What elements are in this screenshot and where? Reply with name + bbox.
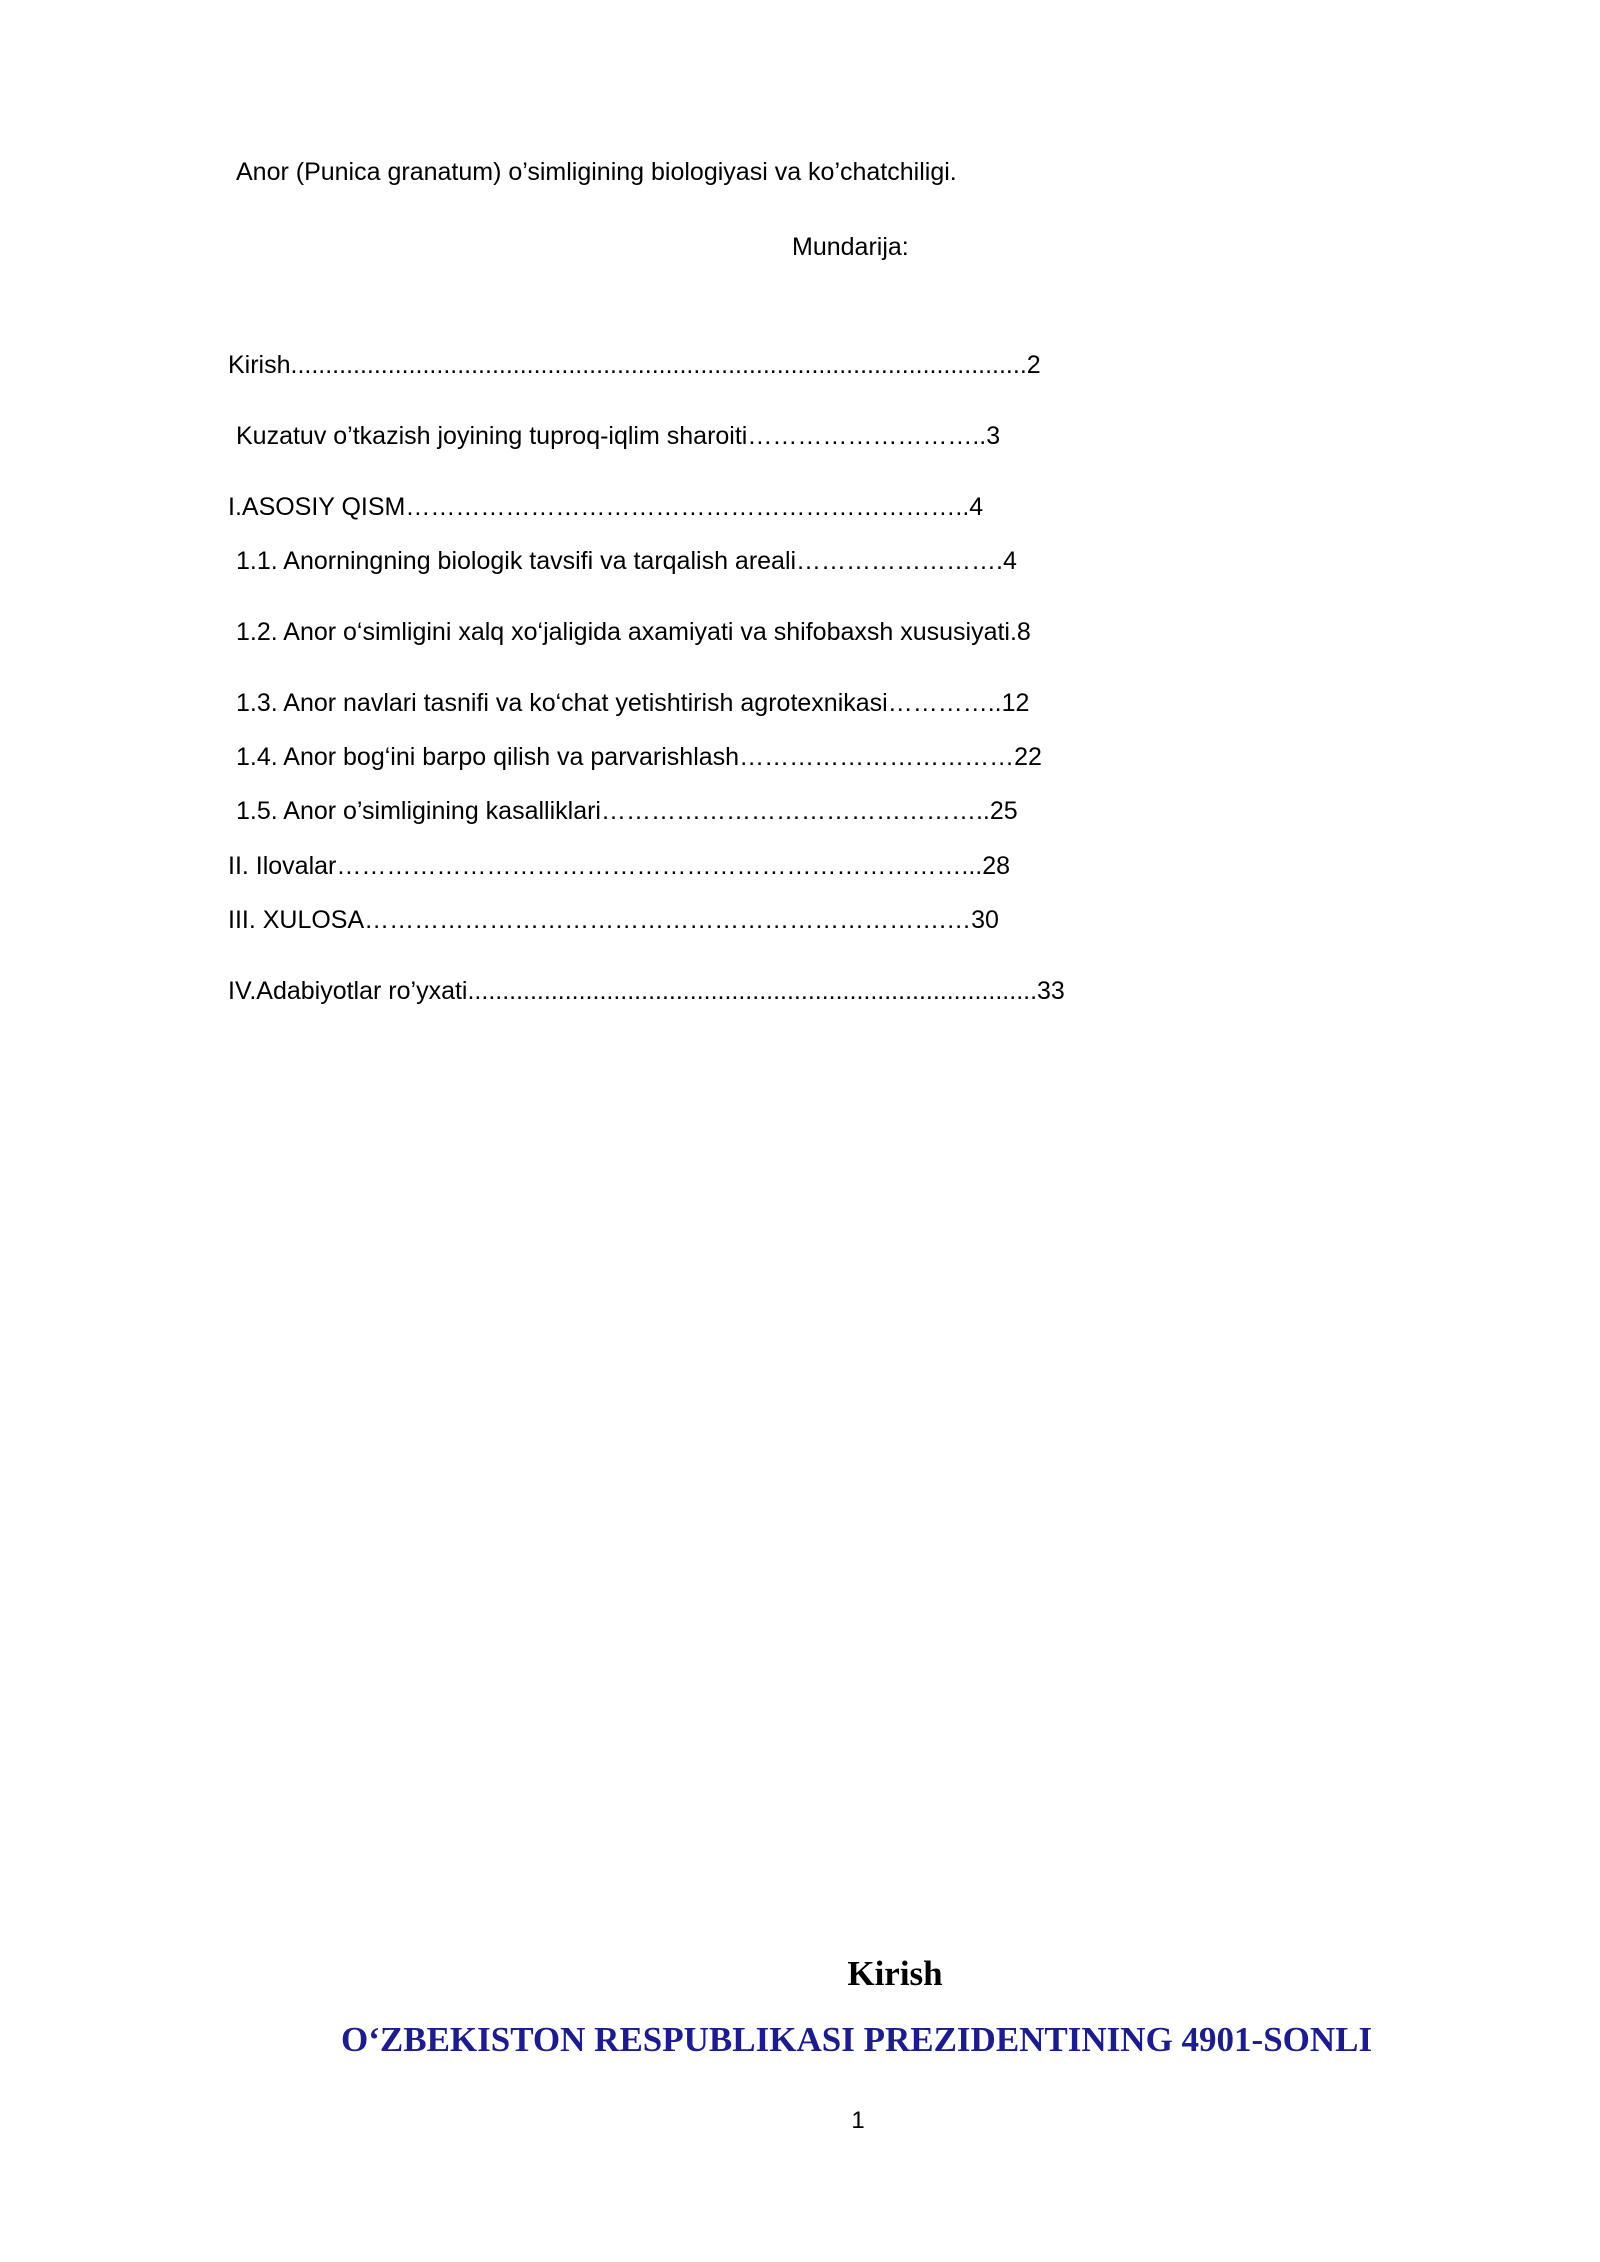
toc-heading: Mundarija: bbox=[792, 233, 909, 261]
document-title: Anor (Punica granatum) o’simligining biologiyasi va ko’chatchiligi. bbox=[236, 158, 957, 186]
toc-item-1-4[interactable]: 1.4. Anor bog‘ini barpo qilish va parvarishlash……………………………22 bbox=[236, 743, 1042, 771]
toc-item-1-1[interactable]: 1.1. Anorningning biologik tavsifi va tarqalish areali…………………….4 bbox=[236, 547, 1017, 575]
toc-item-ilovalar[interactable]: II. Ilovalar…………………………………………………………………...28 bbox=[228, 852, 1011, 880]
toc-item-1-2[interactable]: 1.2. Anor o‘simligini xalq xo‘jaligida axamiyati va shifobaxsh xususiyati.8 bbox=[236, 618, 1031, 646]
toc-item-1-3[interactable]: 1.3. Anor navlari tasnifi va ko‘chat yetishtirish agrotexnikasi…………..12 bbox=[236, 689, 1030, 717]
toc-item-adabiyotlar[interactable]: IV.Adabiyotlar ro’yxati..................................................................................33 bbox=[228, 977, 1065, 1005]
toc-item-kirish[interactable]: Kirish..........................................................................................................2 bbox=[228, 351, 1041, 379]
toc-item-asosiy-qism[interactable]: I.ASOSIY QISM…………………………………………………………..4 bbox=[228, 493, 984, 521]
decree-heading: O‘ZBEKISTON RESPUBLIKASI PREZIDENTINING 4901-SONLI bbox=[341, 2020, 1373, 2059]
kirish-heading: Kirish bbox=[847, 1954, 943, 1993]
page-number: 1 bbox=[851, 2107, 865, 2134]
toc-item-kuzatuv[interactable]: Kuzatuv o’tkazish joyining tuproq-iqlim sharoiti………………………..3 bbox=[236, 422, 1001, 450]
toc-item-1-5[interactable]: 1.5. Anor o’simligining kasalliklari………………………………………..25 bbox=[236, 797, 1018, 825]
toc-item-xulosa[interactable]: III. XULOSA…………………………………………………………….…30 bbox=[228, 906, 999, 934]
